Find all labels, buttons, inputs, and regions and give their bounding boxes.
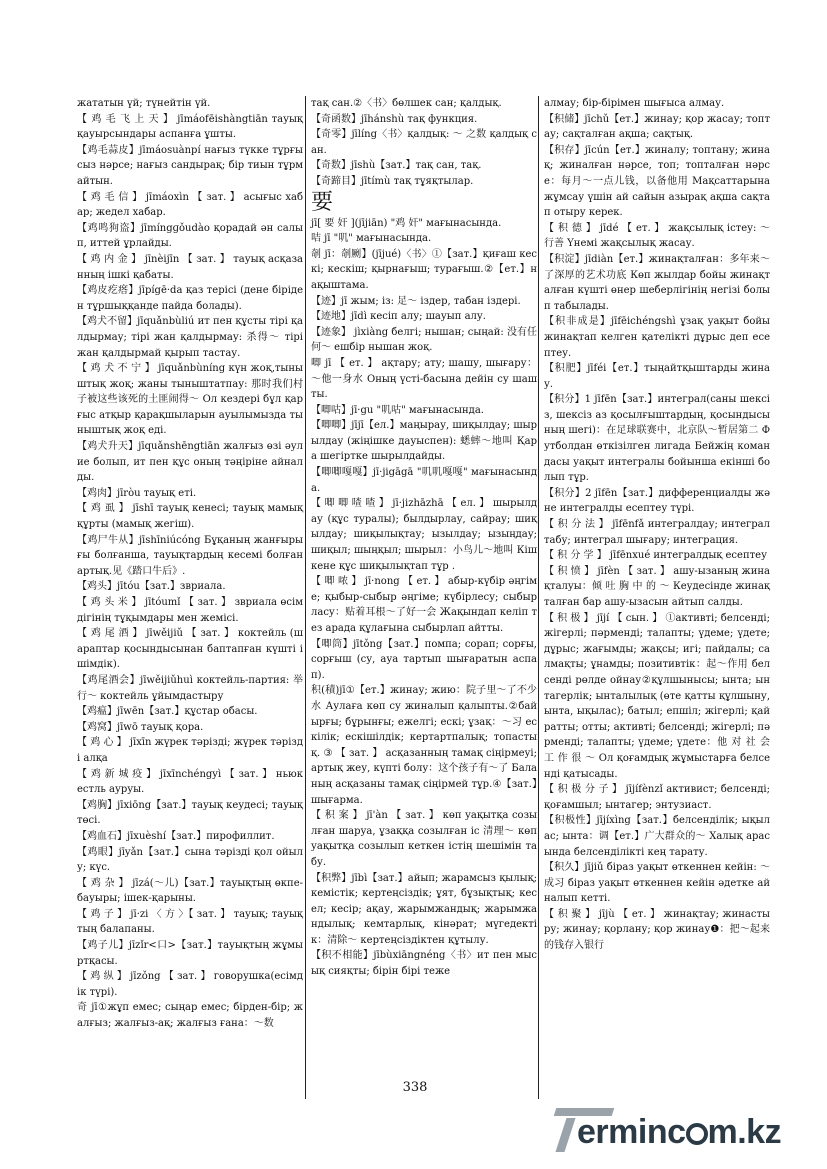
- dictionary-entry: 【奇零】jīlíng〈书〉қалдық: ～ 之数 қалдық сан.: [311, 129, 537, 156]
- dictionary-entry: 【鸡瘟】jīwēn【зат.】құстар обасы.: [77, 706, 258, 718]
- dictionary-entry: 【 积 分 法 】 jīfēnfǎ интегралдау; интеграл табу; интеграл шығару; интеграция.: [544, 519, 770, 546]
- dictionary-entry: 【 鸡 心 】 jīxīn жүрек тәрізді; жүрек тәрізді алқа: [77, 737, 303, 764]
- column-divider: [538, 96, 539, 1099]
- dictionary-entry: 【 积 极 分 子 】 jījífènzǐ активист; белсенді; қоғамшыл; ынтагер; энтузиаст.: [544, 784, 770, 811]
- dictionary-entry: 【 唧 哝 】 jī·nong 【 ет. 】 абыр-күбір әңгіме; қыбыр-сыбыр әңгіме; күбірлесу; сыбырласу：贴着耳根～了好一会 Жақындап келіп тез арада құлағына сыбырлап айтты.: [311, 576, 537, 634]
- dictionary-entry: 【积储】jīchǔ【ет.】жинау; қор жасау; топтау; сақталған ақша; сақтық.: [544, 113, 770, 141]
- dictionary-entry: 【积分】1 jīfēn【зат.】интеграл(саны шексіз, шексіз аз қосылғыштардың, қосындысының шегі)：在足球联赛中，北京队～暂居第二 Футболдан өткізілген лигада Бейжің командасы уақыт интегралы бойынша екінші болып тұр.: [544, 394, 770, 484]
- dictionary-entry: 【奇数】jīshù【зат.】тақ сан, тақ.: [311, 160, 482, 172]
- dictionary-entry: 【唧筒】jītǒng【зат.】помпа; сорап; сорғы, сорғыш (су, ауа тартып шығаратын аспап).: [311, 638, 537, 681]
- dictionary-entry: 【 鸡 纵 】 jīzǒng 【 зат. 】 говорушка(есімдік түрі).: [77, 971, 303, 998]
- dictionary-entry: 【鸡眼】jīyǎn【зат.】сына тәрізді қол ойылу; күс.: [77, 846, 303, 874]
- dictionary-entry: 咭 jī "叽" мағынасында.: [311, 233, 432, 245]
- dictionary-entry: 【鸡尾酒会】jīwěijiǔhuì коктейль-партия: 举行～ коктейль ұйымдастыру: [77, 674, 303, 702]
- head-character: 要: [311, 189, 334, 215]
- dictionary-entry: 【 鸡 头 米 】 jītóumǐ 【 зат. 】 звриала өсімдігінің тұқымдары мен жемісі.: [77, 597, 303, 624]
- dictionary-entry: 【 积 分 学 】 jīfēnxué интегралдық есептеу: [544, 550, 767, 562]
- dictionary-entry: 【 鸡 犬 不 宁 】 jīquǎnbùníng күн жоқ,тыныштық жоқ; жаны тыныштатпау: 那时我们村子被这些该死的土匪闹得～ Ол кездері бұл қарғыс атқыр қарақшыларын ауылымызда тыныштық жоқ еді.: [77, 363, 303, 437]
- dictionary-entry: 【鸡鸣狗盗】jīmíngɡǒudào қорадай ән салып, иттей ұрлайды.: [77, 222, 303, 250]
- column-1: [77, 96, 303, 1032]
- dictionary-entry: 【迹地】jīdì кесіп алу; шауып алу.: [311, 311, 486, 323]
- dictionary-entry: 【唧唧】jījī【ел.】маңырау, шиқылдау; шырылдау (жіңішке дауыспен): 蟋蟀～地叫 Қара шегіртке шырылдайды.: [311, 420, 537, 463]
- dictionary-entry: 【 鸡 杂 】 jīzá(～儿)【зат.】тауықтың өкпе-бауыры; ішек-қарыны.: [77, 877, 303, 905]
- dictionary-entry: жататын үй; түнейтін үй.: [77, 98, 211, 109]
- dictionary-entry: 【迹】jī жым; із: 足～ іздер, табан іздері.: [311, 295, 521, 307]
- page-number: 338: [402, 1080, 428, 1095]
- dictionary-entry: 【 鸡 新 城 疫 】 jīxīnchéngyì 【 зат. 】 ньюкестль ауруы.: [77, 768, 303, 796]
- dictionary-entry: алмау; бір-бірімен шығыса алмау.: [544, 98, 725, 109]
- column-2: [311, 96, 537, 980]
- dictionary-entry: jī[ 要 奸 ](jījiān) "鸡 奸" мағынасында.: [311, 217, 502, 229]
- dictionary-entry: тақ сан.②〈书〉бөлшек сан; қалдық.: [311, 98, 502, 109]
- dictionary-entry: 【 鸡 毛 飞 上 天 】 jīmáofēishàngtiān тауық қауырсындары аспанға ұшты.: [77, 113, 303, 141]
- dictionary-entry: 【鸡胸】jīxiōng【зат.】тауық кеудесі; тауық төсі.: [77, 799, 303, 827]
- dictionary-entry: 【 鸡 内 金 】 jīnèijīn 【 зат. 】 тауық асқазанның ішкі қабаты.: [77, 253, 303, 281]
- dictionary-entry: 【鸡犬不留】jīquǎnbùliú ит пен құсты тірі қалдырмау; тірі жан қалдырмау: 杀得～ тірі жан қалдырмай қырып тастау.: [77, 316, 303, 359]
- dictionary-entry: 【奇蹄目】jītímù тақ тұяқтылар.: [311, 175, 474, 187]
- dictionary-entry: 【鸡皮疙瘩】jīpígē·da қаз терісі (дене біріден тұршыққанде пайда болады).: [77, 285, 303, 312]
- dictionary-entry: 【积久】jījiǔ біраз уақыт өткеннен кейін: ～成习 біраз уақыт өткеннен кейін әдетке айналып кетті.: [544, 862, 770, 905]
- dictionary-entry: 【 唧 唧 喳 喳 】 jī·jizhāzhā 【 ел. 】 шырылдау (құс туралы); былдырлау, сайрау; шиқылдау; шиқылықтау; ызылдау; ызыңдау; шиқыл; шыңқыл; шырыл：小鸟儿～地叫 Кішкене құс шиқылықтап тұр .: [311, 498, 537, 572]
- dictionary-entry: 【鸡血石】jīxuèshí【зат.】пирофиллит.: [77, 830, 275, 842]
- dictionary-entry: 【积弊】jībì【зат.】айып; жарамсыз қылық; кемістік; кертеңсіздік; ұят, бұзықтық; кесел; кесір; ақау, жарымжандық; жарымжандылық; кемтарлық, кінәрат; мүгедектік：清除～ кертеңсіздіктен құтылу.: [311, 872, 537, 946]
- dictionary-entry: 奇 jī①жұп емес; сыңар емес; бірден-бір; жалғыз; жалғыз-ақ; жалғыз ғана：～数: [77, 1002, 303, 1030]
- logo-text: erminc m.kz: [577, 1113, 782, 1151]
- dictionary-entry: 【鸡头】jītóu【зат.】звриала.: [77, 581, 226, 593]
- dictionary-entry: 【鸡肉】jīròu тауық еті.: [77, 487, 197, 499]
- dictionary-entry: 【积非成是】jīfēichéngshì ұзақ уақыт бойы жинақтап келген қателікті дұрыс деп есептеу.: [544, 316, 770, 359]
- dictionary-entry: 【 鸡 尾 酒 】 jīwěijiǔ 【 зат. 】 коктейль (шараптар қосындысынан баптапған күшті ішімдік).: [77, 628, 303, 671]
- logo-o-icon: [686, 1123, 708, 1145]
- dictionary-entry: 【积淀】jīdiàn【ет.】жинақталған：多年来～了深厚的艺术功底 Көп жылдар бойы жинақталған күшті өнер шеберлігінің негізі болып табылады.: [544, 253, 770, 312]
- dictionary-entry: 【积存】jīcún【ет.】жиналу; топтану; жинақ; жиналған нәрсе, топ; топталған нәрсе：每月～一点儿钱，以备他用 Мақсаттарына жұмсау үшін ай сайын азырақ ақша сақтап отыру керек.: [544, 144, 770, 219]
- dictionary-entry: 【 鸡 虱 】 jīshī тауық кенесі; тауық мамық құрты (мамық жегіш).: [77, 503, 303, 531]
- dictionary-entry: 【 鸡 毛 信 】 jīmáoxìn 【 зат. 】 асығыс хабар; жедел хабар.: [77, 191, 303, 219]
- dictionary-entry: 积(積)jī①【ет.】жинау; жию：院子里～了不少水 Аулаға көп су жиналып қалыпты.②байырғы; бұрынғы; ежелгі; ескі; ұзақ：～习 ескілік; ескішілдік; кертартпалық; топастық. ③ 【 зат. 】 асқазанның тамақ сіңірмеуі; артық жеу, күпті болу：这个孩子有～了 Баланың асқазаны тамақ сіңірмей тұр.④【зат.】шығарма.: [311, 685, 538, 806]
- logo-t-icon: [555, 1108, 577, 1152]
- dictionary-entry: 【迹象】 jìxiàng белгі; нышан; сыңай: 没有任何～ ешбір нышан жоқ.: [311, 326, 537, 354]
- dictionary-entry: 【积分】2 jīfēn【зат.】дифференциалды және интегралды есептеу түрі.: [544, 487, 770, 515]
- dictionary-entry: 【唧咕】jī·gu "叽咕" мағынасында.: [311, 404, 484, 416]
- dictionary-entry: 【 积 案 】 jī'àn 【 зат. 】 көп уақытқа созылған шаруа, ұзаққа созылған іс 清理～ көп уақытқа созылып кеткен істің шешімін табу.: [311, 810, 537, 868]
- dictionary-entry: 【 积 德 】 jīdé 【 ет. 】 жақсылық істеу: ～行善 Үнемі жақсылық жасау.: [544, 222, 770, 250]
- dictionary-entry: 【唧唧嘎嘎】jī·jigāgā "叽叽嘎嘎" мағынасында.: [311, 467, 537, 494]
- dictionary-entry: 【鸡毛蒜皮】jīmáosuànpí нағыз түкке тұрғысыз нәрсе; нағыз сандырақ; бір тиын тұрмайтын.: [77, 144, 303, 187]
- dictionary-entry: 【积肥】jīféi【ет.】тыңайтқыштарды жинау.: [544, 363, 770, 390]
- dictionary-entry: 唧 jī 【 ет. 】 ақтару; ату; шашу, шығару：～他一身水 Оның үсті-басына дейін су шашты.: [311, 357, 537, 401]
- dictionary-entry: 【积极性】jījíxìng【зат.】белсенділік; ықылас; ынта：调【ет.】广大群众的～ Халық арасында белсенділікті кең тарату.: [544, 815, 770, 858]
- termincom-logo: [555, 1108, 815, 1156]
- dictionary-entry: 【鸡子儿】jīzǐr<口>【зат.】тауықтың жұмыртқасы.: [77, 940, 303, 967]
- dictionary-entry: 【 积 愤 】 jīfèn 【 зат. 】 ашу-ызаның жинақталуы：倾 吐 胸 中 的 ～ Кеудесінде жинақталған бар ашу-ызасын айтып салды.: [544, 565, 770, 608]
- dictionary-entry: 【 积 聚 】 jījù 【 ет. 】 жинақтау; жинастыру; жинау; қорлану; қор жинау❶：把～起来的钱存入银行: [544, 908, 770, 952]
- dictionary-entry: 【 鸡 子 】 jī·zi 〈 方 〉【 зат. 】 тауық; тауықтың балапаны.: [77, 908, 303, 936]
- dictionary-entry: 【鸡窝】jīwō тауық қора.: [77, 721, 204, 733]
- column-divider: [305, 96, 306, 1099]
- column-3: [544, 96, 770, 954]
- dictionary-entry: 【奇函数】jīhánshù тақ функция.: [311, 113, 478, 125]
- dictionary-entry: 剞 jī：剞劂】(jījué)〈书〉①【зат.】қиғаш кескі; кескіш; қырнағыш; турағыш.②【ет.】нақыштама.: [311, 248, 537, 291]
- dictionary-entry: 【鸡尸牛从】jīshīniúcóng Бұқаның жанғырығы болғанша, тауықтардың кесемі болған артық.见《踏口牛后》.: [77, 534, 303, 577]
- dictionary-entry: 【 积 极 】 jījí 【 сын. 】 ①активті; белсенді; жігерлі; пәрменді; талапты; үдеме; үдете; дұрыс; жағымды; жақсы; игі; пайдалы; салмақты; ұнамды; позитивтік：起～作用 белсенді рөлде ойнау②құлшынысы; ынта; ынтагерлік; ынталылық (өте қатты құлшыну, ынта, ықылас); батыл; епшіл; жігерлі; қайратты; отты; активті; белсенді; жігерлі; пәрменді; талапты; үдеме; үдете：他 对 社 会 工 作 很 ～ Ол қоғамдық жұмыстарға белсенді қатысады.: [544, 612, 770, 780]
- dictionary-entry: 【积不相能】jībùxiāngnéng〈书〉ит пен мысық сияқты; бірін бірі теже: [311, 950, 537, 978]
- dictionary-entry: 【鸡犬升天】jīquǎnshēngtiān жалғыз өзі әулие болып, ит пен құс оның тәңіріне айналды.: [77, 441, 303, 484]
